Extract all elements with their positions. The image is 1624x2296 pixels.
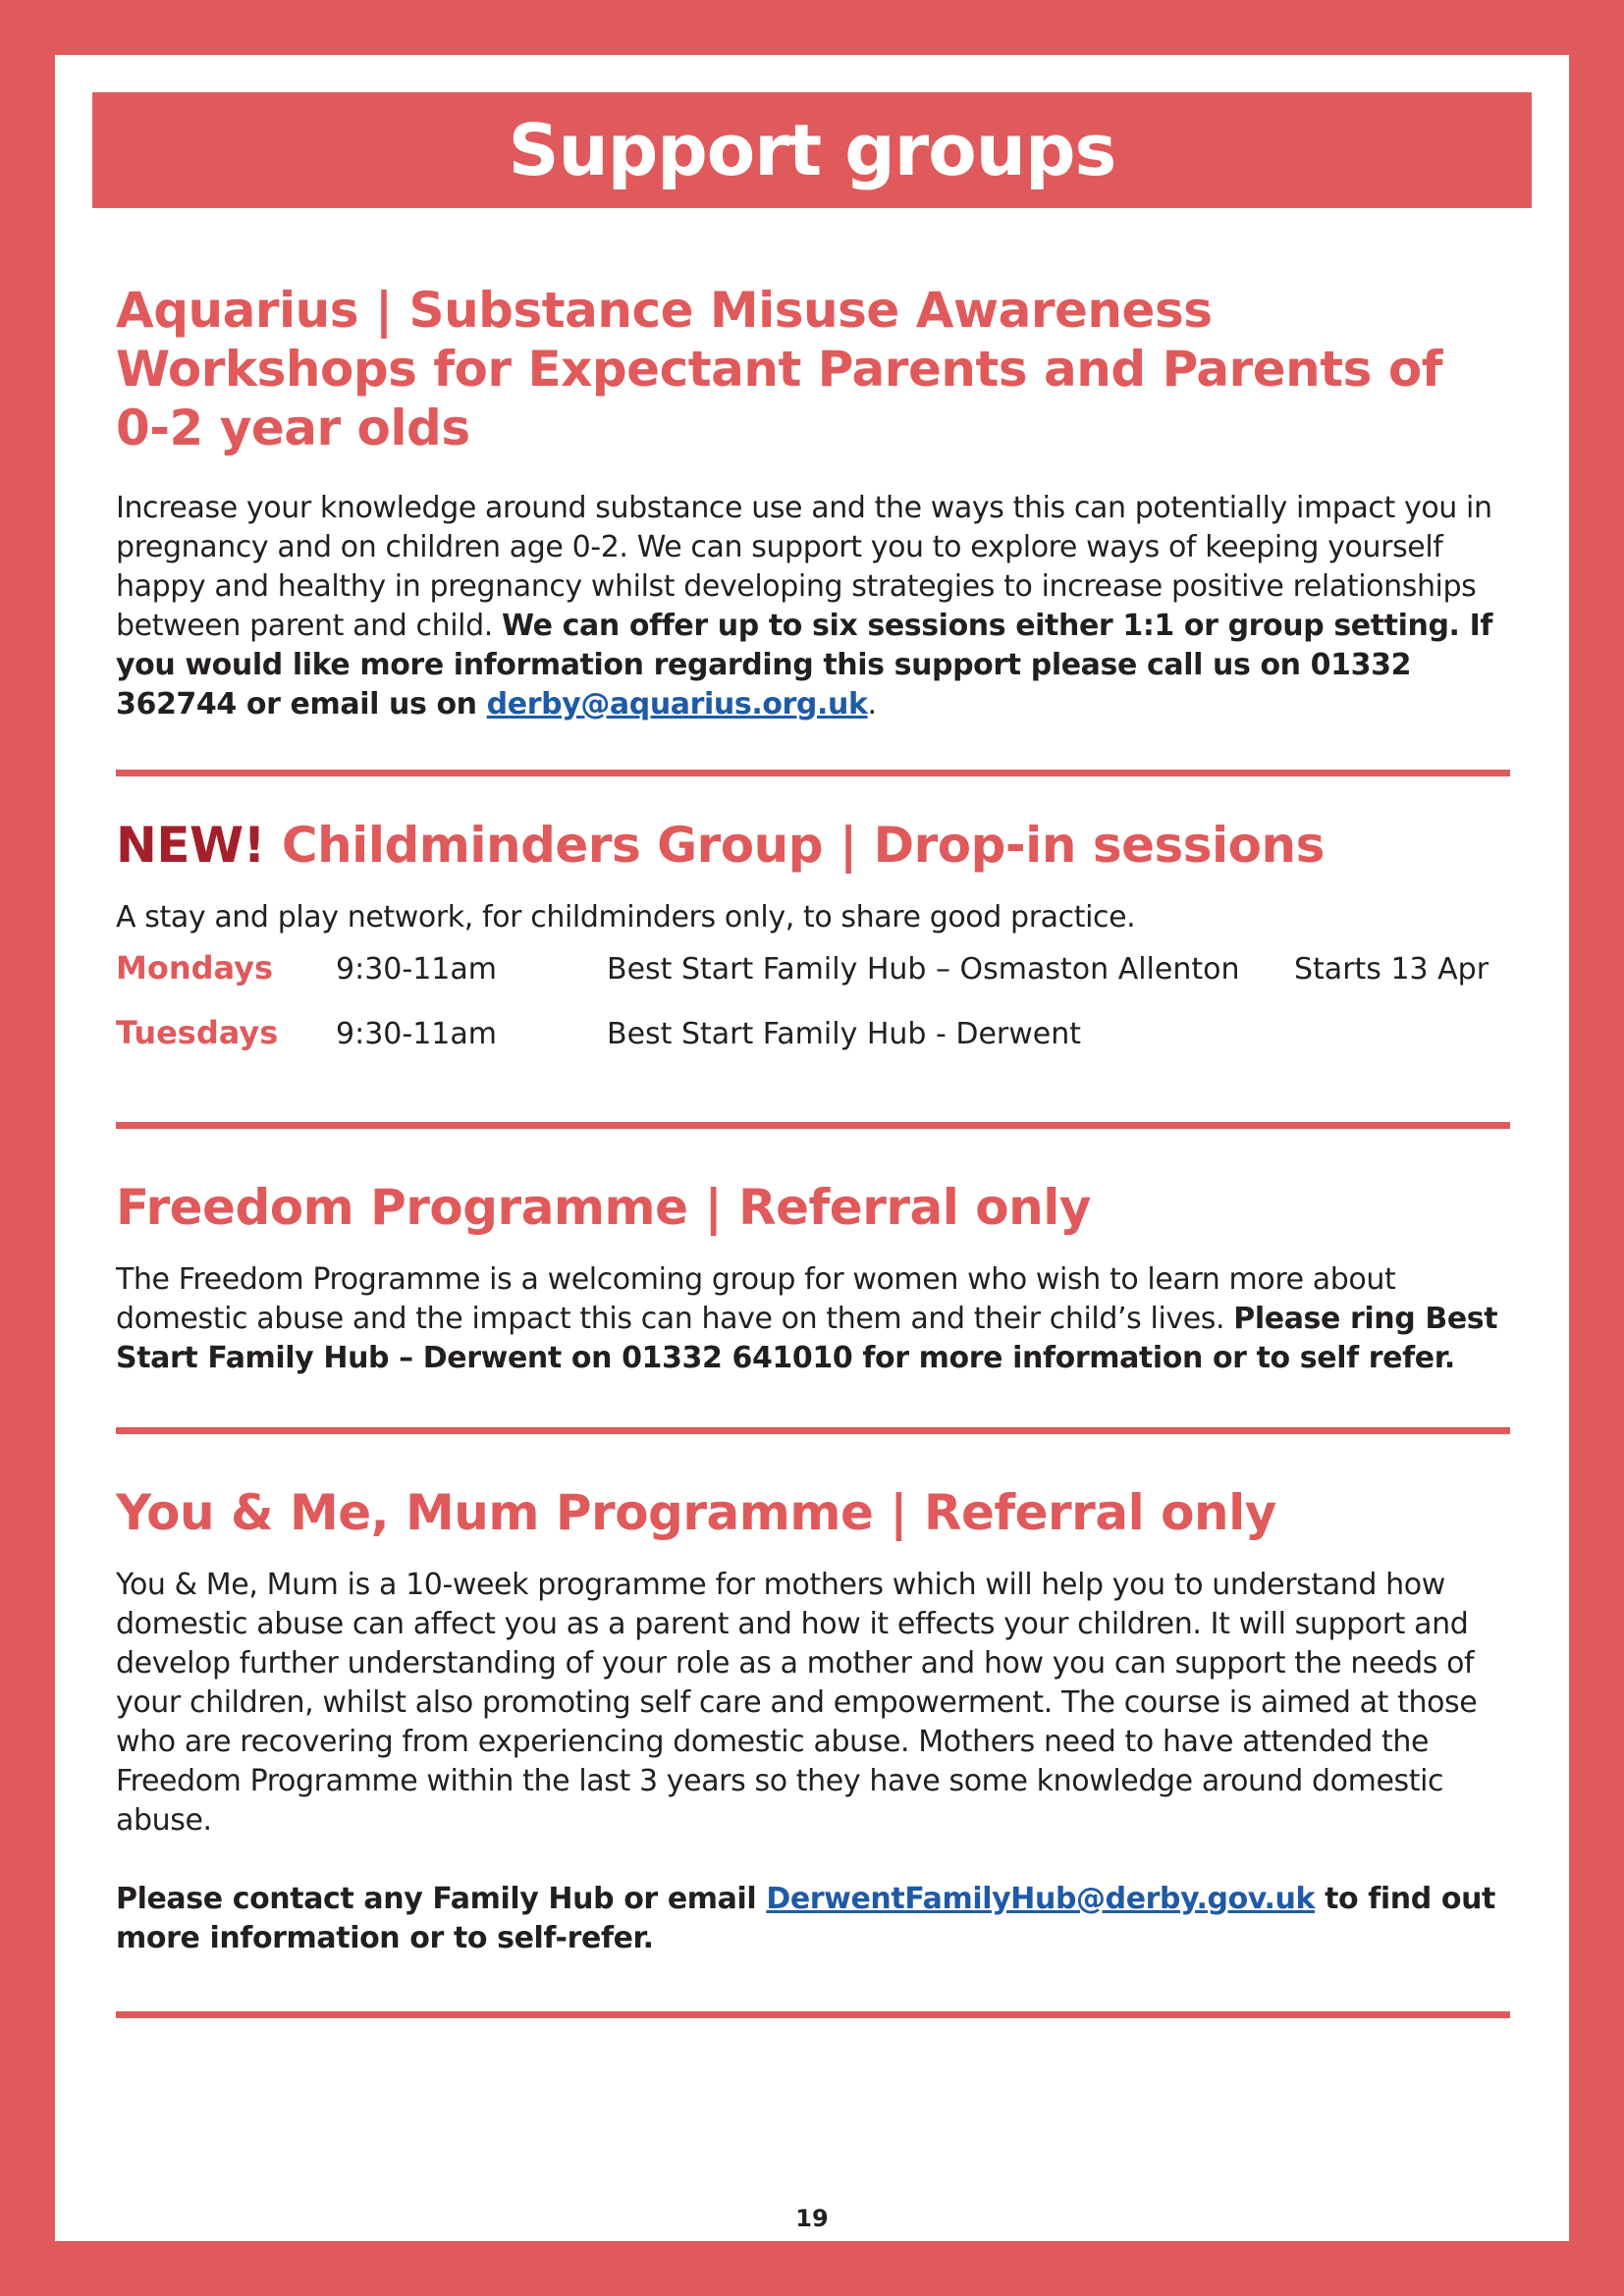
new-badge: NEW! [116, 817, 265, 874]
freedom-body [116, 1260, 1510, 1378]
youme-contact-before: Please contact any Family Hub or email [116, 1882, 767, 1916]
schedule-day: Tuesdays [116, 1014, 279, 1051]
youme-contact [116, 1880, 1510, 1958]
divider [116, 2011, 1510, 2018]
schedule-table [116, 949, 1510, 1079]
youme-body: You & Me, Mum is a 10-week programme for mothers which will help you to understand how domestic abuse can affect you as a parent and how it effects your children. It will support and develop further understanding of your role as a mother and how you can support the needs of your children, whilst also promoting self care and empowerment. The course is aimed at those who are recovering from experiencing domestic abuse. Mothers need to have attended the Freedom Programme within the last 3 years so they have some knowledge around domestic abuse. [116, 1568, 1478, 1838]
youme-contact-after: to find out more information or to self-refer. [116, 1882, 1495, 1955]
freedom-heading: Freedom Programme | Referral only [116, 1179, 1091, 1236]
schedule-note: Starts 13 Apr [1294, 952, 1489, 987]
aquarius-heading: Aquarius | Substance Misuse Awareness Workshops for Expectant Parents and Parents of 0-2 year olds [116, 282, 1442, 456]
youme-section [116, 1483, 1510, 1958]
freedom-contact-text: Please ring Best Start Family Hub – Derwent on 01332 641010 for more information or to self refer. [116, 1302, 1498, 1375]
freedom-section [116, 1178, 1510, 1378]
content [116, 228, 1510, 2018]
aquarius-end: . [867, 687, 877, 721]
divider [116, 1427, 1510, 1434]
page [55, 55, 1569, 2241]
schedule-row [116, 1014, 1510, 1079]
childminders-heading-text: Childminders Group | Drop-in sessions [281, 817, 1325, 874]
aquarius-body-text: Increase your knowledge around substance use and the ways this can potentially impact you in pregnancy and on children age 0-2. We can support you to explore ways of keeping yourself happy and healthy in pregnancy whilst developing strategies to increase positive relationships between parent and child. [116, 491, 1492, 643]
page-number: 19 [795, 2205, 829, 2232]
aquarius-section [116, 281, 1510, 724]
freedom-body-text: The Freedom Programme is a welcoming group for women who wish to learn more about domestic abuse and the impact this can have on them and their child’s lives. [116, 1262, 1396, 1336]
schedule-row [116, 949, 1510, 1014]
schedule-day: Mondays [116, 949, 274, 987]
title-banner [92, 92, 1532, 208]
youme-heading: You & Me, Mum Programme | Referral only [116, 1484, 1276, 1541]
childminders-body: A stay and play network, for childminders only, to share good practice. [116, 900, 1136, 934]
schedule-venue: Best Start Family Hub - Derwent [607, 1017, 1082, 1051]
schedule-venue: Best Start Family Hub – Osmaston Allenton [607, 952, 1240, 987]
schedule-time: 9:30-11am [336, 952, 497, 987]
aquarius-body [116, 489, 1510, 724]
childminders-section [116, 816, 1510, 1079]
aquarius-contact-text: We can offer up to six sessions either 1:1 or group setting. If you would like more information regarding this support please call us on 01332 362744 or email us on [116, 609, 1492, 721]
page-title: Support groups [508, 109, 1116, 191]
aquarius-email-link[interactable]: derby@aquarius.org.uk [486, 687, 868, 721]
youme-email-link[interactable]: DerwentFamilyHub@derby.gov.uk [766, 1882, 1316, 1916]
childminders-heading [116, 816, 1510, 875]
divider [116, 1122, 1510, 1129]
divider [116, 770, 1510, 776]
schedule-time: 9:30-11am [336, 1017, 497, 1051]
